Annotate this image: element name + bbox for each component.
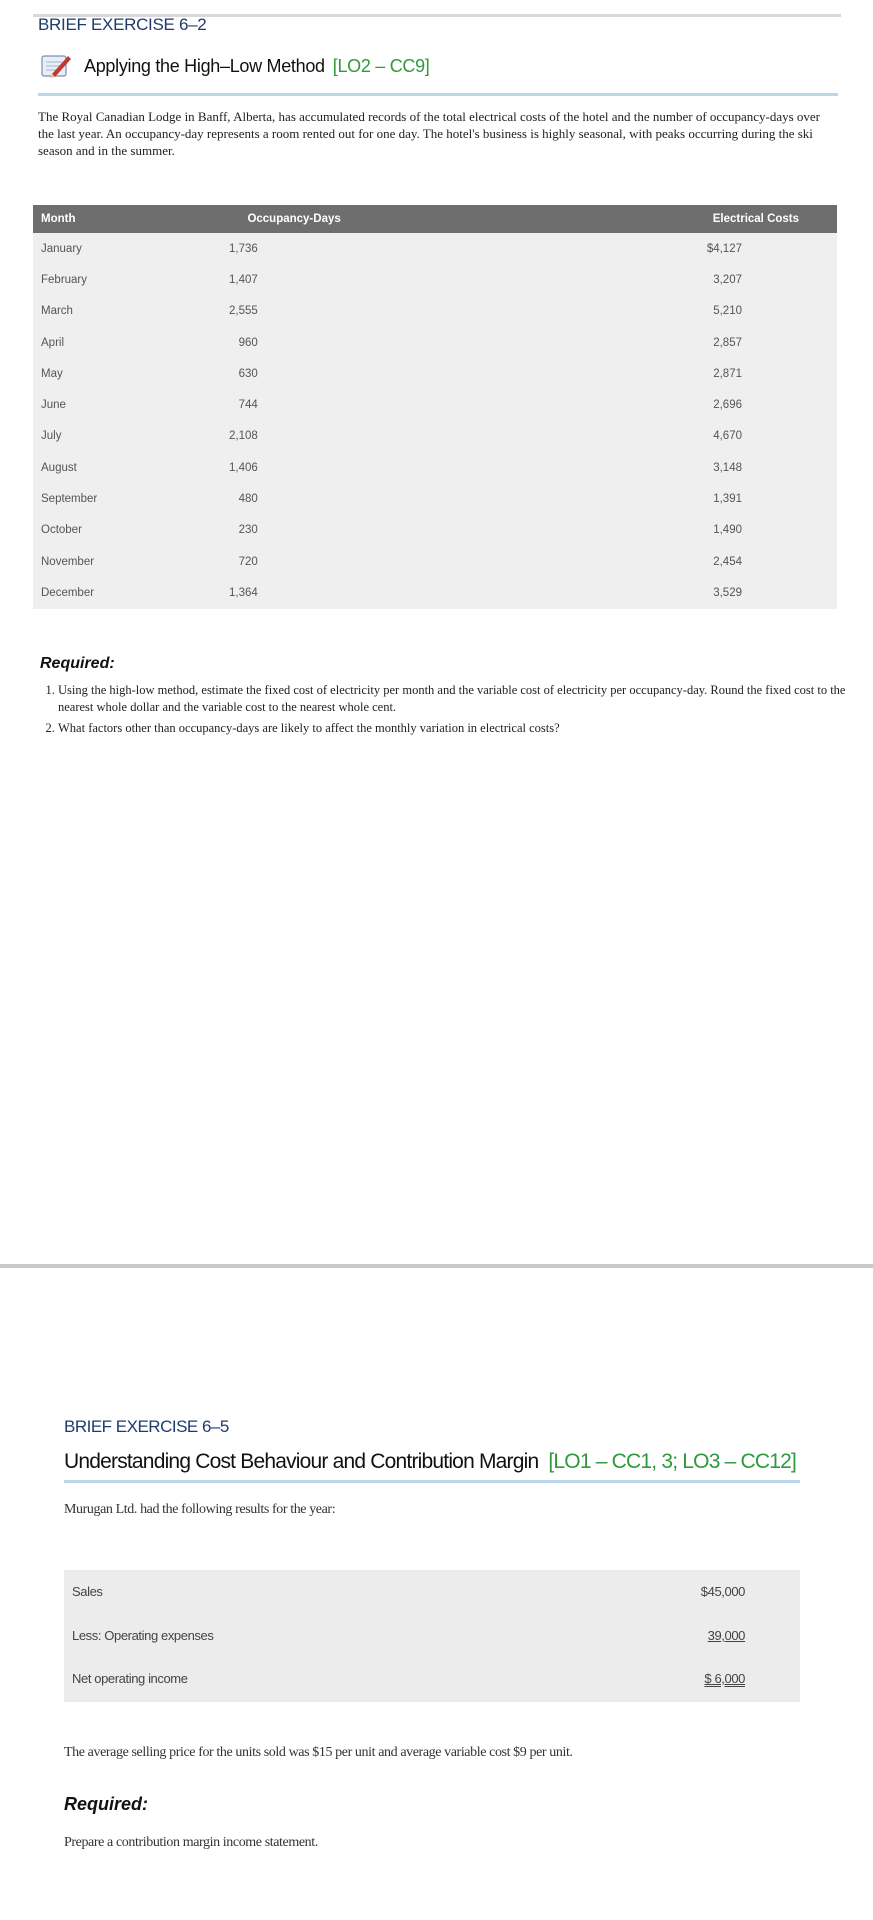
cell-electrical-costs: 5,210 — [563, 296, 837, 327]
cell-electrical-costs: 4,670 — [563, 421, 837, 452]
table-row — [33, 389, 837, 420]
cell-occupancy-days: 2,108 — [125, 421, 562, 452]
required-item: 1. Using the high-low method, estimate the fixed cost of electricity per month and the variable cost of electricity per occupancy-day. Round the fixed cost to the nearest whole dollar and the variable cost to the nearest whole cent. — [58, 682, 858, 716]
cell-electrical-costs: 3,529 — [563, 577, 837, 608]
cell-occupancy-days: 1,407 — [125, 264, 562, 295]
table-row — [33, 296, 837, 327]
learning-objective-2: [LO1 – CC1, 3; LO3 – CC12] — [548, 1450, 797, 1473]
required-text-2: Prepare a contribution margin income statement. — [64, 1835, 318, 1850]
title-underline-2 — [64, 1480, 800, 1483]
cell-month: March — [33, 296, 125, 327]
exercise-title-row — [38, 50, 430, 82]
exercise-heading-2: BRIEF EXERCISE 6–5 — [64, 1417, 229, 1436]
exercise-note-2: The average selling price for the units sold was $15 per unit and average variable cost $9 per unit. — [64, 1745, 573, 1760]
cell-electrical-costs: 1,490 — [563, 515, 837, 546]
cell-occupancy-days: 230 — [125, 515, 562, 546]
cell-occupancy-days: 960 — [125, 327, 562, 358]
cell-month: November — [33, 546, 125, 577]
cell-occupancy-days: 630 — [125, 358, 562, 389]
page-divider — [0, 1264, 873, 1268]
cell-electrical-costs: 3,207 — [563, 264, 837, 295]
cell-electrical-costs: $4,127 — [563, 233, 837, 264]
exercise-title-text: Applying the High–Low Method — [84, 55, 325, 76]
table-row — [33, 233, 837, 264]
cell-electrical-costs: 2,454 — [563, 546, 837, 577]
cell-occupancy-days: 1,364 — [125, 577, 562, 608]
cell-electrical-costs: 3,148 — [563, 452, 837, 483]
required-item: 2. What factors other than occupancy-days are likely to affect the monthly variation in electrical costs? — [58, 720, 858, 737]
cell-month: August — [33, 452, 125, 483]
cell-month: September — [33, 483, 125, 514]
statement-label: Sales — [72, 1584, 103, 1599]
exercise-intro: The Royal Canadian Lodge in Banff, Alberta, has accumulated records of the total electrical costs of the hotel and the number of occupancy-days over the last year. An occupancy-day represents a room rented out for one day. The hotel's business is highly seasonal, with peaks occurring during the ski season and in the summer. — [38, 109, 821, 158]
table-row — [33, 577, 837, 608]
header-electrical-costs: Electrical Costs — [563, 205, 837, 233]
cell-electrical-costs: 2,871 — [563, 358, 837, 389]
learning-objective: [LO2 – CC9] — [332, 55, 430, 76]
table-row — [33, 452, 837, 483]
cell-month: July — [33, 421, 125, 452]
income-statement — [64, 1570, 800, 1702]
cell-month: May — [33, 358, 125, 389]
title-underline — [38, 93, 838, 96]
table-row — [33, 327, 837, 358]
header-occupancy-days: Occupancy-Days — [125, 205, 562, 233]
statement-value: $ 6,000 — [704, 1671, 745, 1686]
cell-month: June — [33, 389, 125, 420]
required-list — [40, 682, 858, 741]
cell-month: April — [33, 327, 125, 358]
cell-occupancy-days: 2,555 — [125, 296, 562, 327]
required-label-2: Required: — [64, 1794, 149, 1814]
cell-occupancy-days: 1,736 — [125, 233, 562, 264]
cell-month: December — [33, 577, 125, 608]
exercise-title-2-text: Understanding Cost Behaviour and Contribution Margin — [64, 1450, 539, 1473]
cell-occupancy-days: 720 — [125, 546, 562, 577]
cell-electrical-costs: 2,857 — [563, 327, 837, 358]
exercise-title-2 — [64, 1450, 796, 1474]
cell-electrical-costs: 2,696 — [563, 389, 837, 420]
statement-value: 39,000 — [707, 1628, 745, 1643]
statement-label: Less: Operating expenses — [72, 1628, 214, 1643]
cell-occupancy-days: 1,406 — [125, 452, 562, 483]
table-row — [33, 358, 837, 389]
table-row — [33, 546, 837, 577]
table-header-row — [33, 205, 837, 233]
pencil-notepad-icon — [38, 50, 74, 82]
cell-month: February — [33, 264, 125, 295]
cell-month: October — [33, 515, 125, 546]
required-label: Required: — [40, 655, 115, 672]
exercise-heading: BRIEF EXERCISE 6–2 — [38, 15, 207, 34]
table-row — [33, 483, 837, 514]
cell-month: January — [33, 233, 125, 264]
statement-label: Net operating income — [72, 1671, 188, 1686]
table-row — [33, 515, 837, 546]
table-row — [33, 421, 837, 452]
cell-occupancy-days: 480 — [125, 483, 562, 514]
exercise-intro-2: Murugan Ltd. had the following results for the year: — [64, 1502, 336, 1517]
statement-value: $45,000 — [700, 1584, 745, 1599]
header-month: Month — [33, 205, 125, 233]
data-table — [33, 205, 837, 609]
table-row — [33, 264, 837, 295]
cell-electrical-costs: 1,391 — [563, 483, 837, 514]
exercise-title — [84, 56, 430, 77]
cell-occupancy-days: 744 — [125, 389, 562, 420]
